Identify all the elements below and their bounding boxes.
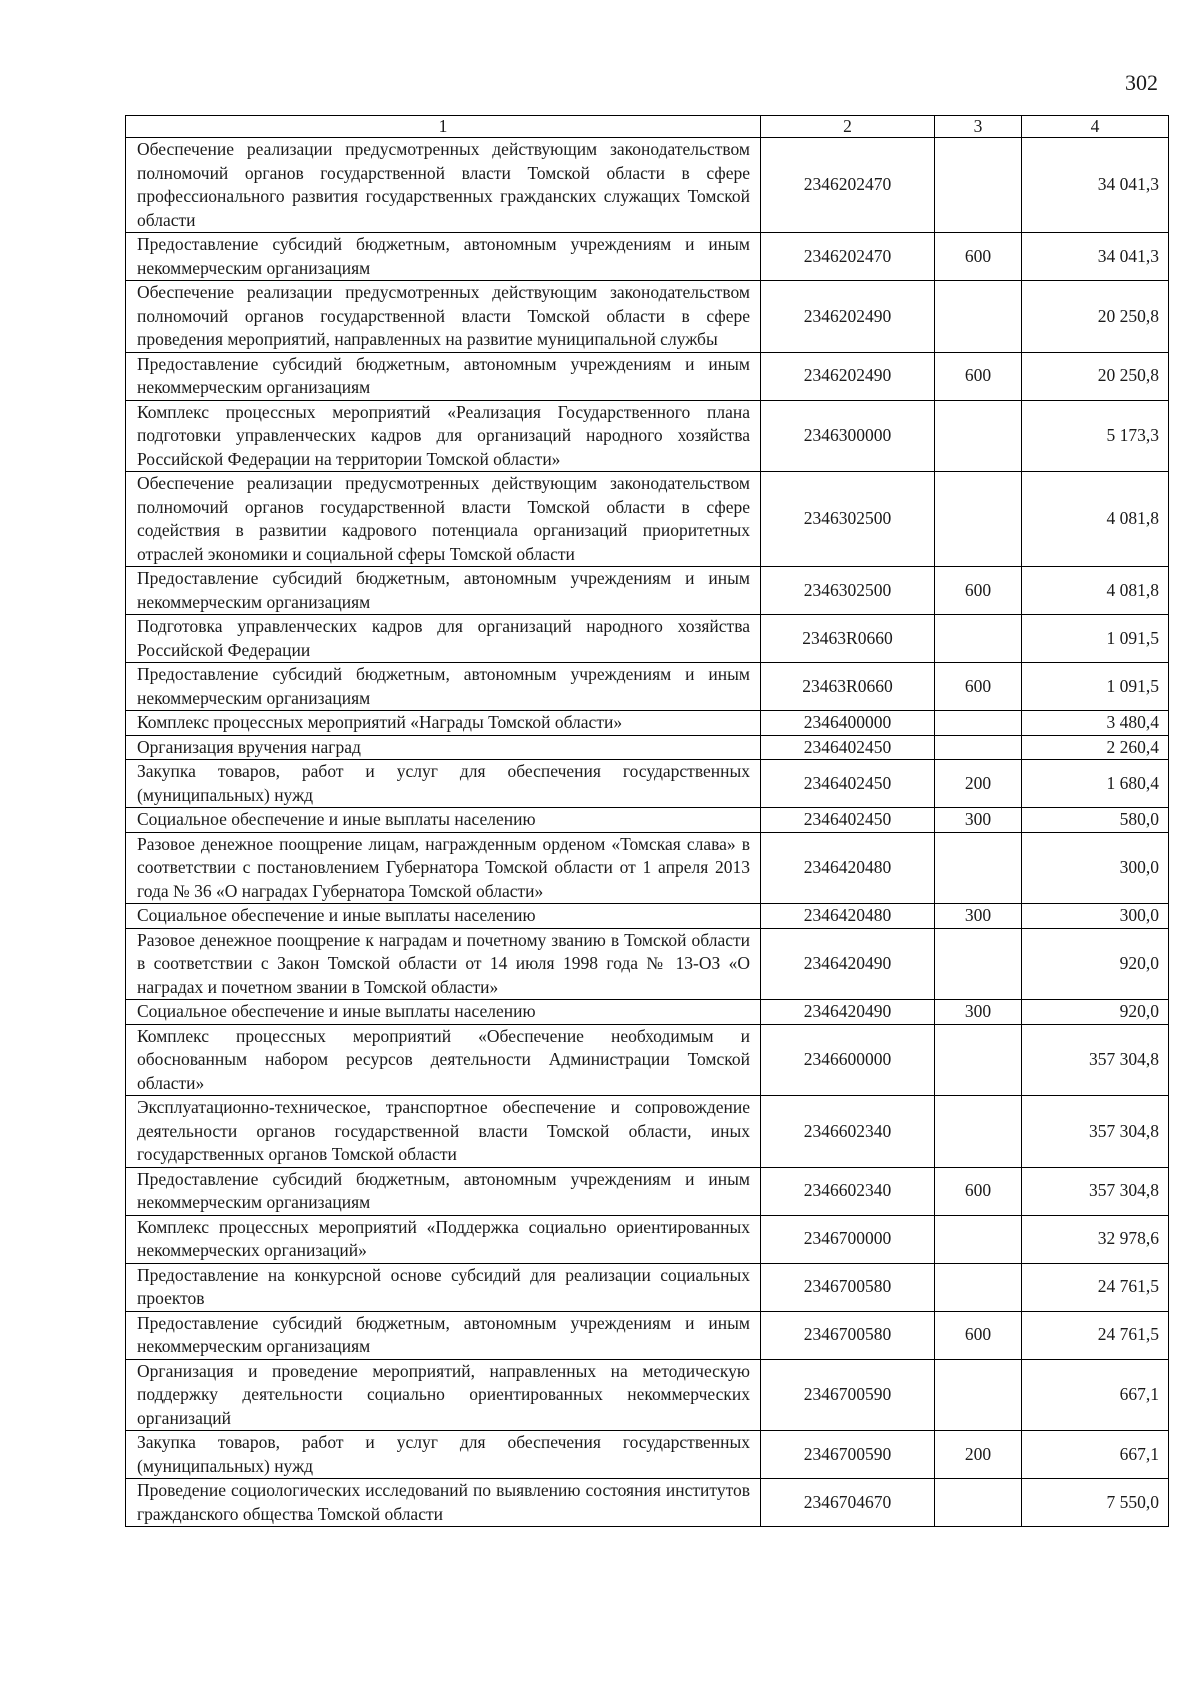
table-row bbox=[126, 400, 1169, 472]
row-description: Организация вручения наград bbox=[126, 735, 761, 760]
row-code: 2346700000 bbox=[761, 1215, 935, 1263]
row-amount: 1 091,5 bbox=[1022, 615, 1169, 663]
table-row bbox=[126, 904, 1169, 929]
row-description: Комплекс процессных мероприятий «Обеспечение необходимым и обоснованным набором ресурсов деятельности Администрации Томской области» bbox=[126, 1024, 761, 1096]
row-description: Организация и проведение мероприятий, направленных на методическую поддержку деятельности социально ориентированных некоммерческих организаций bbox=[126, 1359, 761, 1431]
row-description: Социальное обеспечение и иные выплаты населению bbox=[126, 1000, 761, 1025]
row-amount: 357 304,8 bbox=[1022, 1024, 1169, 1096]
row-expense-type: 600 bbox=[935, 1167, 1022, 1215]
row-expense-type bbox=[935, 928, 1022, 1000]
row-description: Предоставление субсидий бюджетным, автономным учреждениям и иным некоммерческим организациям bbox=[126, 352, 761, 400]
row-amount: 7 550,0 bbox=[1022, 1479, 1169, 1527]
row-code: 2346402450 bbox=[761, 760, 935, 808]
table-row bbox=[126, 1431, 1169, 1479]
column-header-4: 4 bbox=[1022, 116, 1169, 138]
row-code: 2346402450 bbox=[761, 808, 935, 833]
table-row bbox=[126, 735, 1169, 760]
row-amount: 4 081,8 bbox=[1022, 472, 1169, 567]
table-row bbox=[126, 1215, 1169, 1263]
row-code: 2346602340 bbox=[761, 1167, 935, 1215]
row-expense-type: 600 bbox=[935, 233, 1022, 281]
row-amount: 34 041,3 bbox=[1022, 233, 1169, 281]
row-code: 2346202470 bbox=[761, 138, 935, 233]
table-row bbox=[126, 1311, 1169, 1359]
row-code: 2346202470 bbox=[761, 233, 935, 281]
row-expense-type bbox=[935, 400, 1022, 472]
row-amount: 24 761,5 bbox=[1022, 1311, 1169, 1359]
row-description: Закупка товаров, работ и услуг для обеспечения государственных (муниципальных) нужд bbox=[126, 760, 761, 808]
row-expense-type bbox=[935, 1479, 1022, 1527]
table-row bbox=[126, 472, 1169, 567]
column-header-3: 3 bbox=[935, 116, 1022, 138]
row-amount: 24 761,5 bbox=[1022, 1263, 1169, 1311]
row-expense-type bbox=[935, 1359, 1022, 1431]
row-code: 2346600000 bbox=[761, 1024, 935, 1096]
row-description: Эксплуатационно-техническое, транспортное обеспечение и сопровождение деятельности органов государственной власти Томской области, иных государственных органов Томской области bbox=[126, 1096, 761, 1168]
table-row bbox=[126, 615, 1169, 663]
row-description: Предоставление субсидий бюджетным, автономным учреждениям и иным некоммерческим организациям bbox=[126, 567, 761, 615]
table-row bbox=[126, 1000, 1169, 1025]
table-row bbox=[126, 233, 1169, 281]
row-amount: 1 680,4 bbox=[1022, 760, 1169, 808]
row-description: Разовое денежное поощрение к наградам и почетному званию в Томской области в соответствии с Закон Томской области от 14 июля 1998 года № 13-ОЗ «О наградах и почетном звании в Томской области» bbox=[126, 928, 761, 1000]
table-row bbox=[126, 138, 1169, 233]
page-number: 302 bbox=[1125, 70, 1158, 95]
column-header-2: 2 bbox=[761, 116, 935, 138]
row-description: Разовое денежное поощрение лицам, награжденным орденом «Томская слава» в соответствии с постановлением Губернатора Томской области от 1 апреля 2013 года № 36 «О наградах Губернатора Томской области» bbox=[126, 832, 761, 904]
table-row bbox=[126, 760, 1169, 808]
row-amount: 34 041,3 bbox=[1022, 138, 1169, 233]
table-row bbox=[126, 1167, 1169, 1215]
row-description: Проведение социологических исследований по выявлению состояния институтов гражданского общества Томской области bbox=[126, 1479, 761, 1527]
row-code: 2346700590 bbox=[761, 1431, 935, 1479]
row-amount: 667,1 bbox=[1022, 1431, 1169, 1479]
row-amount: 1 091,5 bbox=[1022, 663, 1169, 711]
header-row bbox=[126, 116, 1169, 138]
row-expense-type bbox=[935, 1024, 1022, 1096]
row-code: 2346420480 bbox=[761, 904, 935, 929]
row-amount: 300,0 bbox=[1022, 904, 1169, 929]
table-row bbox=[126, 1359, 1169, 1431]
row-code: 2346704670 bbox=[761, 1479, 935, 1527]
row-expense-type: 600 bbox=[935, 352, 1022, 400]
row-amount: 300,0 bbox=[1022, 832, 1169, 904]
row-expense-type bbox=[935, 472, 1022, 567]
row-expense-type bbox=[935, 281, 1022, 353]
table-row bbox=[126, 928, 1169, 1000]
row-expense-type bbox=[935, 1263, 1022, 1311]
row-description: Предоставление субсидий бюджетным, автономным учреждениям и иным некоммерческим организациям bbox=[126, 663, 761, 711]
row-description: Обеспечение реализации предусмотренных действующим законодательством полномочий органов государственной власти Томской области в сфере содействия в развитии кадрового потенциала организаций приоритетных отраслей экономики и социальной сферы Томской области bbox=[126, 472, 761, 567]
row-expense-type bbox=[935, 615, 1022, 663]
row-expense-type bbox=[935, 711, 1022, 736]
row-code: 2346700580 bbox=[761, 1311, 935, 1359]
row-code: 2346700580 bbox=[761, 1263, 935, 1311]
row-amount: 580,0 bbox=[1022, 808, 1169, 833]
row-code: 23463R0660 bbox=[761, 615, 935, 663]
row-code: 2346420480 bbox=[761, 832, 935, 904]
row-amount: 357 304,8 bbox=[1022, 1167, 1169, 1215]
row-code: 2346302500 bbox=[761, 472, 935, 567]
row-code: 2346202490 bbox=[761, 281, 935, 353]
row-description: Обеспечение реализации предусмотренных действующим законодательством полномочий органов государственной власти Томской области в сфере профессионального развития государственных гражданских служащих Томской области bbox=[126, 138, 761, 233]
row-description: Предоставление субсидий бюджетным, автономным учреждениям и иным некоммерческим организациям bbox=[126, 1167, 761, 1215]
row-description: Закупка товаров, работ и услуг для обеспечения государственных (муниципальных) нужд bbox=[126, 1431, 761, 1479]
row-description: Подготовка управленческих кадров для организаций народного хозяйства Российской Федерации bbox=[126, 615, 761, 663]
row-amount: 4 081,8 bbox=[1022, 567, 1169, 615]
table-row bbox=[126, 281, 1169, 353]
row-amount: 920,0 bbox=[1022, 1000, 1169, 1025]
row-amount: 20 250,8 bbox=[1022, 281, 1169, 353]
table-row bbox=[126, 1096, 1169, 1168]
row-expense-type: 600 bbox=[935, 663, 1022, 711]
row-expense-type bbox=[935, 735, 1022, 760]
row-amount: 667,1 bbox=[1022, 1359, 1169, 1431]
row-amount: 20 250,8 bbox=[1022, 352, 1169, 400]
row-description: Обеспечение реализации предусмотренных действующим законодательством полномочий органов государственной власти Томской области в сфере проведения мероприятий, направленных на развитие муниципальной службы bbox=[126, 281, 761, 353]
row-amount: 32 978,6 bbox=[1022, 1215, 1169, 1263]
row-expense-type: 600 bbox=[935, 1311, 1022, 1359]
row-expense-type bbox=[935, 832, 1022, 904]
row-amount: 920,0 bbox=[1022, 928, 1169, 1000]
table-row bbox=[126, 1479, 1169, 1527]
table-row bbox=[126, 663, 1169, 711]
table-row bbox=[126, 1024, 1169, 1096]
row-code: 2346400000 bbox=[761, 711, 935, 736]
row-amount: 3 480,4 bbox=[1022, 711, 1169, 736]
table-row bbox=[126, 1263, 1169, 1311]
row-description: Комплекс процессных мероприятий «Поддержка социально ориентированных некоммерческих организаций» bbox=[126, 1215, 761, 1263]
row-code: 2346402450 bbox=[761, 735, 935, 760]
row-expense-type bbox=[935, 138, 1022, 233]
row-description: Комплекс процессных мероприятий «Награды Томской области» bbox=[126, 711, 761, 736]
row-code: 2346420490 bbox=[761, 1000, 935, 1025]
row-description: Предоставление субсидий бюджетным, автономным учреждениям и иным некоммерческим организациям bbox=[126, 233, 761, 281]
row-amount: 2 260,4 bbox=[1022, 735, 1169, 760]
row-description: Социальное обеспечение и иные выплаты населению bbox=[126, 904, 761, 929]
table-row bbox=[126, 832, 1169, 904]
row-code: 2346202490 bbox=[761, 352, 935, 400]
row-code: 2346602340 bbox=[761, 1096, 935, 1168]
row-code: 2346300000 bbox=[761, 400, 935, 472]
table-row bbox=[126, 567, 1169, 615]
budget-table bbox=[125, 115, 1169, 1527]
table-row bbox=[126, 352, 1169, 400]
row-amount: 357 304,8 bbox=[1022, 1096, 1169, 1168]
table-row bbox=[126, 711, 1169, 736]
row-code: 23463R0660 bbox=[761, 663, 935, 711]
row-code: 2346420490 bbox=[761, 928, 935, 1000]
row-expense-type: 300 bbox=[935, 904, 1022, 929]
row-expense-type: 300 bbox=[935, 808, 1022, 833]
row-amount: 5 173,3 bbox=[1022, 400, 1169, 472]
row-expense-type: 200 bbox=[935, 1431, 1022, 1479]
row-expense-type bbox=[935, 1215, 1022, 1263]
row-description: Социальное обеспечение и иные выплаты населению bbox=[126, 808, 761, 833]
row-expense-type: 600 bbox=[935, 567, 1022, 615]
column-header-1: 1 bbox=[126, 116, 761, 138]
row-expense-type bbox=[935, 1096, 1022, 1168]
row-expense-type: 200 bbox=[935, 760, 1022, 808]
row-description: Предоставление на конкурсной основе субсидий для реализации социальных проектов bbox=[126, 1263, 761, 1311]
row-description: Комплекс процессных мероприятий «Реализация Государственного плана подготовки управленческих кадров для организаций народного хозяйства Российской Федерации на территории Томской области» bbox=[126, 400, 761, 472]
table-row bbox=[126, 808, 1169, 833]
row-code: 2346302500 bbox=[761, 567, 935, 615]
row-code: 2346700590 bbox=[761, 1359, 935, 1431]
row-expense-type: 300 bbox=[935, 1000, 1022, 1025]
row-description: Предоставление субсидий бюджетным, автономным учреждениям и иным некоммерческим организациям bbox=[126, 1311, 761, 1359]
